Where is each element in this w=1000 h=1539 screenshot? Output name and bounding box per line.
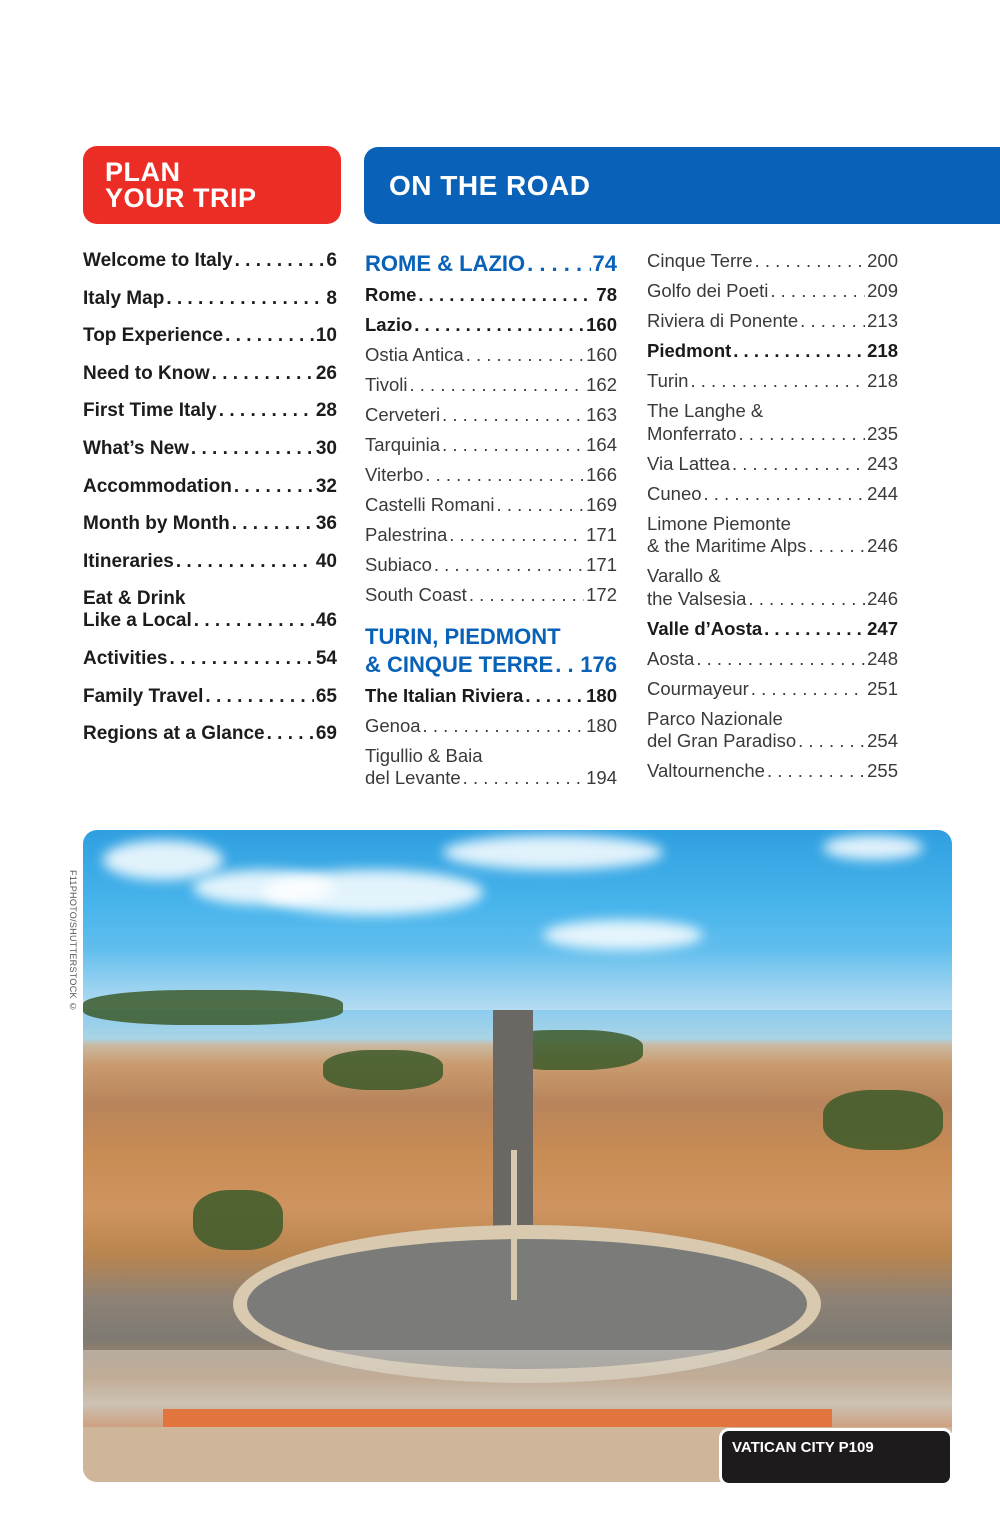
toc-label: Need to Know xyxy=(83,362,210,384)
toc-section-turin-piedmont[interactable] xyxy=(365,623,617,679)
leader-dots xyxy=(423,715,585,738)
toc-entry-courmayeur[interactable] xyxy=(647,678,898,701)
toc-page: 46 xyxy=(315,610,337,632)
leader-dots xyxy=(232,513,314,535)
leader-dots xyxy=(525,685,584,708)
toc-entry-italy-map[interactable] xyxy=(83,288,337,310)
toc-entry-cuneo[interactable] xyxy=(647,483,898,506)
toc-label: Lazio xyxy=(365,314,413,335)
toc-page: 164 xyxy=(586,434,617,455)
toc-entry-accommodation[interactable] xyxy=(83,476,337,498)
toc-entry-riviera-di-ponente[interactable] xyxy=(647,310,898,333)
plan-your-trip-list xyxy=(83,250,337,761)
leader-dots xyxy=(267,723,314,745)
toc-page: 32 xyxy=(315,475,337,497)
toc-entry-lazio[interactable] xyxy=(365,314,617,337)
toc-label: Via Lattea xyxy=(647,452,730,474)
leader-dots xyxy=(191,438,314,460)
toc-label: Cerveteri xyxy=(365,404,441,425)
toc-label: Cinque Terre xyxy=(647,250,753,271)
toc-page: 28 xyxy=(315,400,337,422)
leader-dots xyxy=(425,464,584,487)
toc-label-line1: Varallo & xyxy=(647,565,721,586)
toc-entry-south-coast[interactable] xyxy=(365,584,617,607)
toc-label: Month by Month xyxy=(83,513,230,535)
leader-dots xyxy=(418,284,594,307)
toc-entry-need-to-know[interactable] xyxy=(83,363,337,385)
leader-dots xyxy=(169,648,313,670)
toc-page: 254 xyxy=(867,730,898,751)
cloud-shape xyxy=(823,835,923,860)
toc-entry-ostia-antica[interactable] xyxy=(365,344,617,367)
toc-entry-whats-new[interactable] xyxy=(83,438,337,460)
toc-entry-palestrina[interactable] xyxy=(365,524,617,547)
toc-page: 10 xyxy=(315,325,337,347)
trees-shape xyxy=(823,1090,943,1150)
toc-page: 172 xyxy=(586,584,617,605)
toc-page: 180 xyxy=(586,684,617,706)
on-the-road-list-2 xyxy=(647,250,898,790)
toc-label: Like a Local xyxy=(83,610,192,632)
toc-entry-castelli-romani[interactable] xyxy=(365,494,617,517)
toc-label: Riviera di Ponente xyxy=(647,310,799,331)
toc-label: Welcome to Italy xyxy=(83,250,233,271)
leader-dots xyxy=(733,340,865,363)
toc-entry-piedmont[interactable] xyxy=(647,340,898,363)
toc-page: 176 xyxy=(580,651,617,677)
toc-label: Rome xyxy=(365,284,417,305)
toc-entry-italian-riviera[interactable] xyxy=(365,685,617,708)
toc-entry-aosta[interactable] xyxy=(647,648,898,671)
leader-dots xyxy=(434,554,584,577)
toc-label: Accommodation xyxy=(83,475,232,497)
toc-page: 218 xyxy=(867,370,898,391)
toc-label: Turin xyxy=(647,370,689,391)
toc-label: Monferrato xyxy=(647,422,737,444)
toc-label: the Valsesia xyxy=(647,587,747,609)
leader-dots xyxy=(764,618,865,641)
toc-label: Genoa xyxy=(365,714,421,736)
leader-dots xyxy=(808,535,865,558)
leader-dots xyxy=(442,404,584,427)
toc-entry-valtournenche[interactable] xyxy=(647,760,898,783)
toc-entry-varallo[interactable] xyxy=(647,565,898,610)
toc-page: 163 xyxy=(586,404,617,425)
toc-label: Golfo dei Poeti xyxy=(647,280,769,301)
banner-line: YOUR TRIP xyxy=(105,183,257,213)
toc-label: Top Experience xyxy=(83,325,224,347)
leader-dots xyxy=(194,610,314,632)
toc-label: Cuneo xyxy=(647,482,702,504)
leader-dots xyxy=(690,370,865,393)
toc-page: 40 xyxy=(315,550,337,572)
toc-entry-cinque-terre[interactable] xyxy=(647,250,898,273)
toc-label-line1: Tigullio & Baia xyxy=(365,744,483,766)
toc-entry-month-by-month[interactable] xyxy=(83,513,337,535)
toc-label: Aosta xyxy=(647,647,695,669)
vatican-city-photo xyxy=(83,830,952,1482)
toc-label-line1: Eat & Drink xyxy=(83,588,186,610)
toc-page: 160 xyxy=(586,344,617,365)
on-the-road-list-1 xyxy=(365,250,617,797)
toc-entry-welcome[interactable] xyxy=(83,250,337,272)
toc-page: 171 xyxy=(586,554,617,575)
toc-label-line1: The Langhe & xyxy=(647,400,764,421)
toc-page: 169 xyxy=(586,494,617,515)
toc-label-line1: Limone Piemonte xyxy=(647,512,791,534)
toc-page: 251 xyxy=(867,677,898,699)
cloud-shape xyxy=(443,835,663,870)
toc-label: Regions at a Glance xyxy=(83,723,265,745)
toc-label: Palestrina xyxy=(365,524,448,545)
toc-page: 243 xyxy=(867,452,898,474)
plan-your-trip-banner xyxy=(83,146,341,224)
toc-page: 54 xyxy=(315,647,337,669)
toc-label: Italy Map xyxy=(83,287,165,309)
toc-page: 213 xyxy=(867,310,898,331)
trees-shape xyxy=(193,1190,283,1250)
toc-page: 171 xyxy=(586,524,617,545)
toc-entry-first-time[interactable] xyxy=(83,400,337,422)
toc-entry-viterbo[interactable] xyxy=(365,464,617,487)
leader-dots xyxy=(166,288,324,310)
toc-label: Activities xyxy=(83,647,168,669)
toc-label: Valtournenche xyxy=(647,760,765,781)
toc-section-rome-lazio[interactable] xyxy=(365,250,617,278)
obelisk xyxy=(511,1150,517,1300)
toc-page: 180 xyxy=(586,714,617,736)
toc-entry-activities[interactable] xyxy=(83,648,337,670)
toc-entry-turin[interactable] xyxy=(647,370,898,393)
leader-dots xyxy=(732,453,865,476)
toc-page: 78 xyxy=(596,284,617,305)
toc-label: Subiaco xyxy=(365,554,432,575)
toc-page: 69 xyxy=(315,723,337,745)
toc-entry-genoa[interactable] xyxy=(365,715,617,738)
toc-entry-eat-drink[interactable] xyxy=(83,588,337,632)
leader-dots xyxy=(176,551,314,573)
toc-page: 246 xyxy=(867,535,898,556)
toc-label-line1: Parco Nazionale xyxy=(647,707,783,729)
toc-entry-family-travel[interactable] xyxy=(83,686,337,708)
leader-dots xyxy=(555,651,578,679)
toc-page: 36 xyxy=(315,513,337,535)
trees-shape xyxy=(323,1050,443,1090)
toc-label: Itineraries xyxy=(83,550,174,572)
toc-page: 26 xyxy=(315,362,337,384)
leader-dots xyxy=(748,588,865,611)
leader-dots xyxy=(414,314,584,337)
toc-entry-regions[interactable] xyxy=(83,723,337,745)
toc-label: Castelli Romani xyxy=(365,494,495,515)
leader-dots xyxy=(212,363,314,385)
toc-page: 244 xyxy=(867,482,898,504)
toc-label: South Coast xyxy=(365,584,467,605)
toc-entry-limone[interactable] xyxy=(647,513,898,558)
toc-page: 65 xyxy=(315,685,337,707)
toc-page: 209 xyxy=(867,280,898,301)
toc-label: What’s New xyxy=(83,437,189,459)
leader-dots xyxy=(696,648,865,671)
toc-label: Piedmont xyxy=(647,340,732,361)
toc-label: Tivoli xyxy=(365,374,408,395)
toc-page: 162 xyxy=(586,374,617,395)
toc-entry-tigullio[interactable] xyxy=(365,745,617,790)
toc-entry-via-lattea[interactable] xyxy=(647,453,898,476)
toc-entry-tarquinia[interactable] xyxy=(365,434,617,457)
toc-label: Viterbo xyxy=(365,464,424,485)
toc-page: 160 xyxy=(586,314,617,335)
toc-entry-top-experience[interactable] xyxy=(83,325,337,347)
banner-line: PLAN xyxy=(105,157,181,187)
toc-page: 166 xyxy=(586,464,617,485)
toc-entry-cerveteri[interactable] xyxy=(365,404,617,427)
leader-dots xyxy=(527,250,590,278)
toc-entry-tivoli[interactable] xyxy=(365,374,617,397)
toc-entry-valle-daosta[interactable] xyxy=(647,618,898,641)
leader-dots xyxy=(205,686,313,708)
leader-dots xyxy=(225,325,314,347)
toc-label: Ostia Antica xyxy=(365,344,464,365)
toc-entry-gran-paradiso[interactable] xyxy=(647,708,898,753)
leader-dots xyxy=(798,730,865,753)
leader-dots xyxy=(770,280,865,303)
leader-dots xyxy=(751,678,865,701)
leader-dots xyxy=(755,250,866,273)
leader-dots xyxy=(234,476,314,498)
toc-entry-itineraries[interactable] xyxy=(83,551,337,573)
toc-page: 235 xyxy=(867,422,898,444)
toc-page: 8 xyxy=(326,287,337,309)
toc-label: ROME & LAZIO xyxy=(365,251,526,276)
toc-page: 200 xyxy=(867,250,898,271)
toc-entry-golfo-dei-poeti[interactable] xyxy=(647,280,898,303)
toc-label: del Gran Paradiso xyxy=(647,730,797,751)
leader-dots xyxy=(800,310,865,333)
leader-dots xyxy=(704,483,866,506)
toc-label: & CINQUE TERRE xyxy=(365,651,554,677)
cloud-shape xyxy=(103,840,223,880)
toc-page: 246 xyxy=(867,587,898,609)
leader-dots xyxy=(219,400,314,422)
trees-shape xyxy=(83,990,343,1025)
toc-label: Family Travel xyxy=(83,685,204,707)
toc-page: 247 xyxy=(867,617,898,639)
leader-dots xyxy=(767,760,865,783)
toc-label: & the Maritime Alps xyxy=(647,535,807,556)
toc-entry-rome[interactable] xyxy=(365,284,617,307)
leader-dots xyxy=(463,767,584,790)
toc-label: Tarquinia xyxy=(365,434,441,455)
leader-dots xyxy=(235,250,325,272)
toc-label: Valle d’Aosta xyxy=(647,617,763,639)
toc-entry-subiaco[interactable] xyxy=(365,554,617,577)
toc-entry-langhe[interactable] xyxy=(647,400,898,445)
leader-dots xyxy=(409,374,584,397)
cloud-shape xyxy=(543,920,703,950)
toc-page: 30 xyxy=(315,437,337,459)
toc-page: 6 xyxy=(326,250,337,271)
on-the-road-banner xyxy=(364,147,1000,224)
leader-dots xyxy=(442,434,584,457)
roof-ledge xyxy=(163,1409,832,1427)
leader-dots xyxy=(497,494,585,517)
toc-page: 218 xyxy=(867,340,898,361)
leader-dots xyxy=(469,584,584,607)
toc-label: del Levante xyxy=(365,767,461,788)
toc-label-line1: TURIN, PIEDMONT xyxy=(365,623,561,649)
toc-label: Courmayeur xyxy=(647,677,749,699)
leader-dots xyxy=(466,344,584,367)
toc-label: The Italian Riviera xyxy=(365,684,524,706)
toc-page: 74 xyxy=(592,251,617,276)
toc-label: First Time Italy xyxy=(83,400,217,422)
leader-dots xyxy=(449,524,584,547)
toc-page: 255 xyxy=(867,760,898,781)
cloud-shape xyxy=(263,870,483,915)
banner-title: ON THE ROAD xyxy=(389,170,591,201)
toc-page: 248 xyxy=(867,647,898,669)
toc-page: 194 xyxy=(586,767,617,788)
photo-credit: F11PHOTO/SHUTTERSTOCK © xyxy=(68,870,78,1012)
photo-caption[interactable]: VATICAN CITY P109 xyxy=(719,1428,953,1486)
leader-dots xyxy=(738,423,865,446)
